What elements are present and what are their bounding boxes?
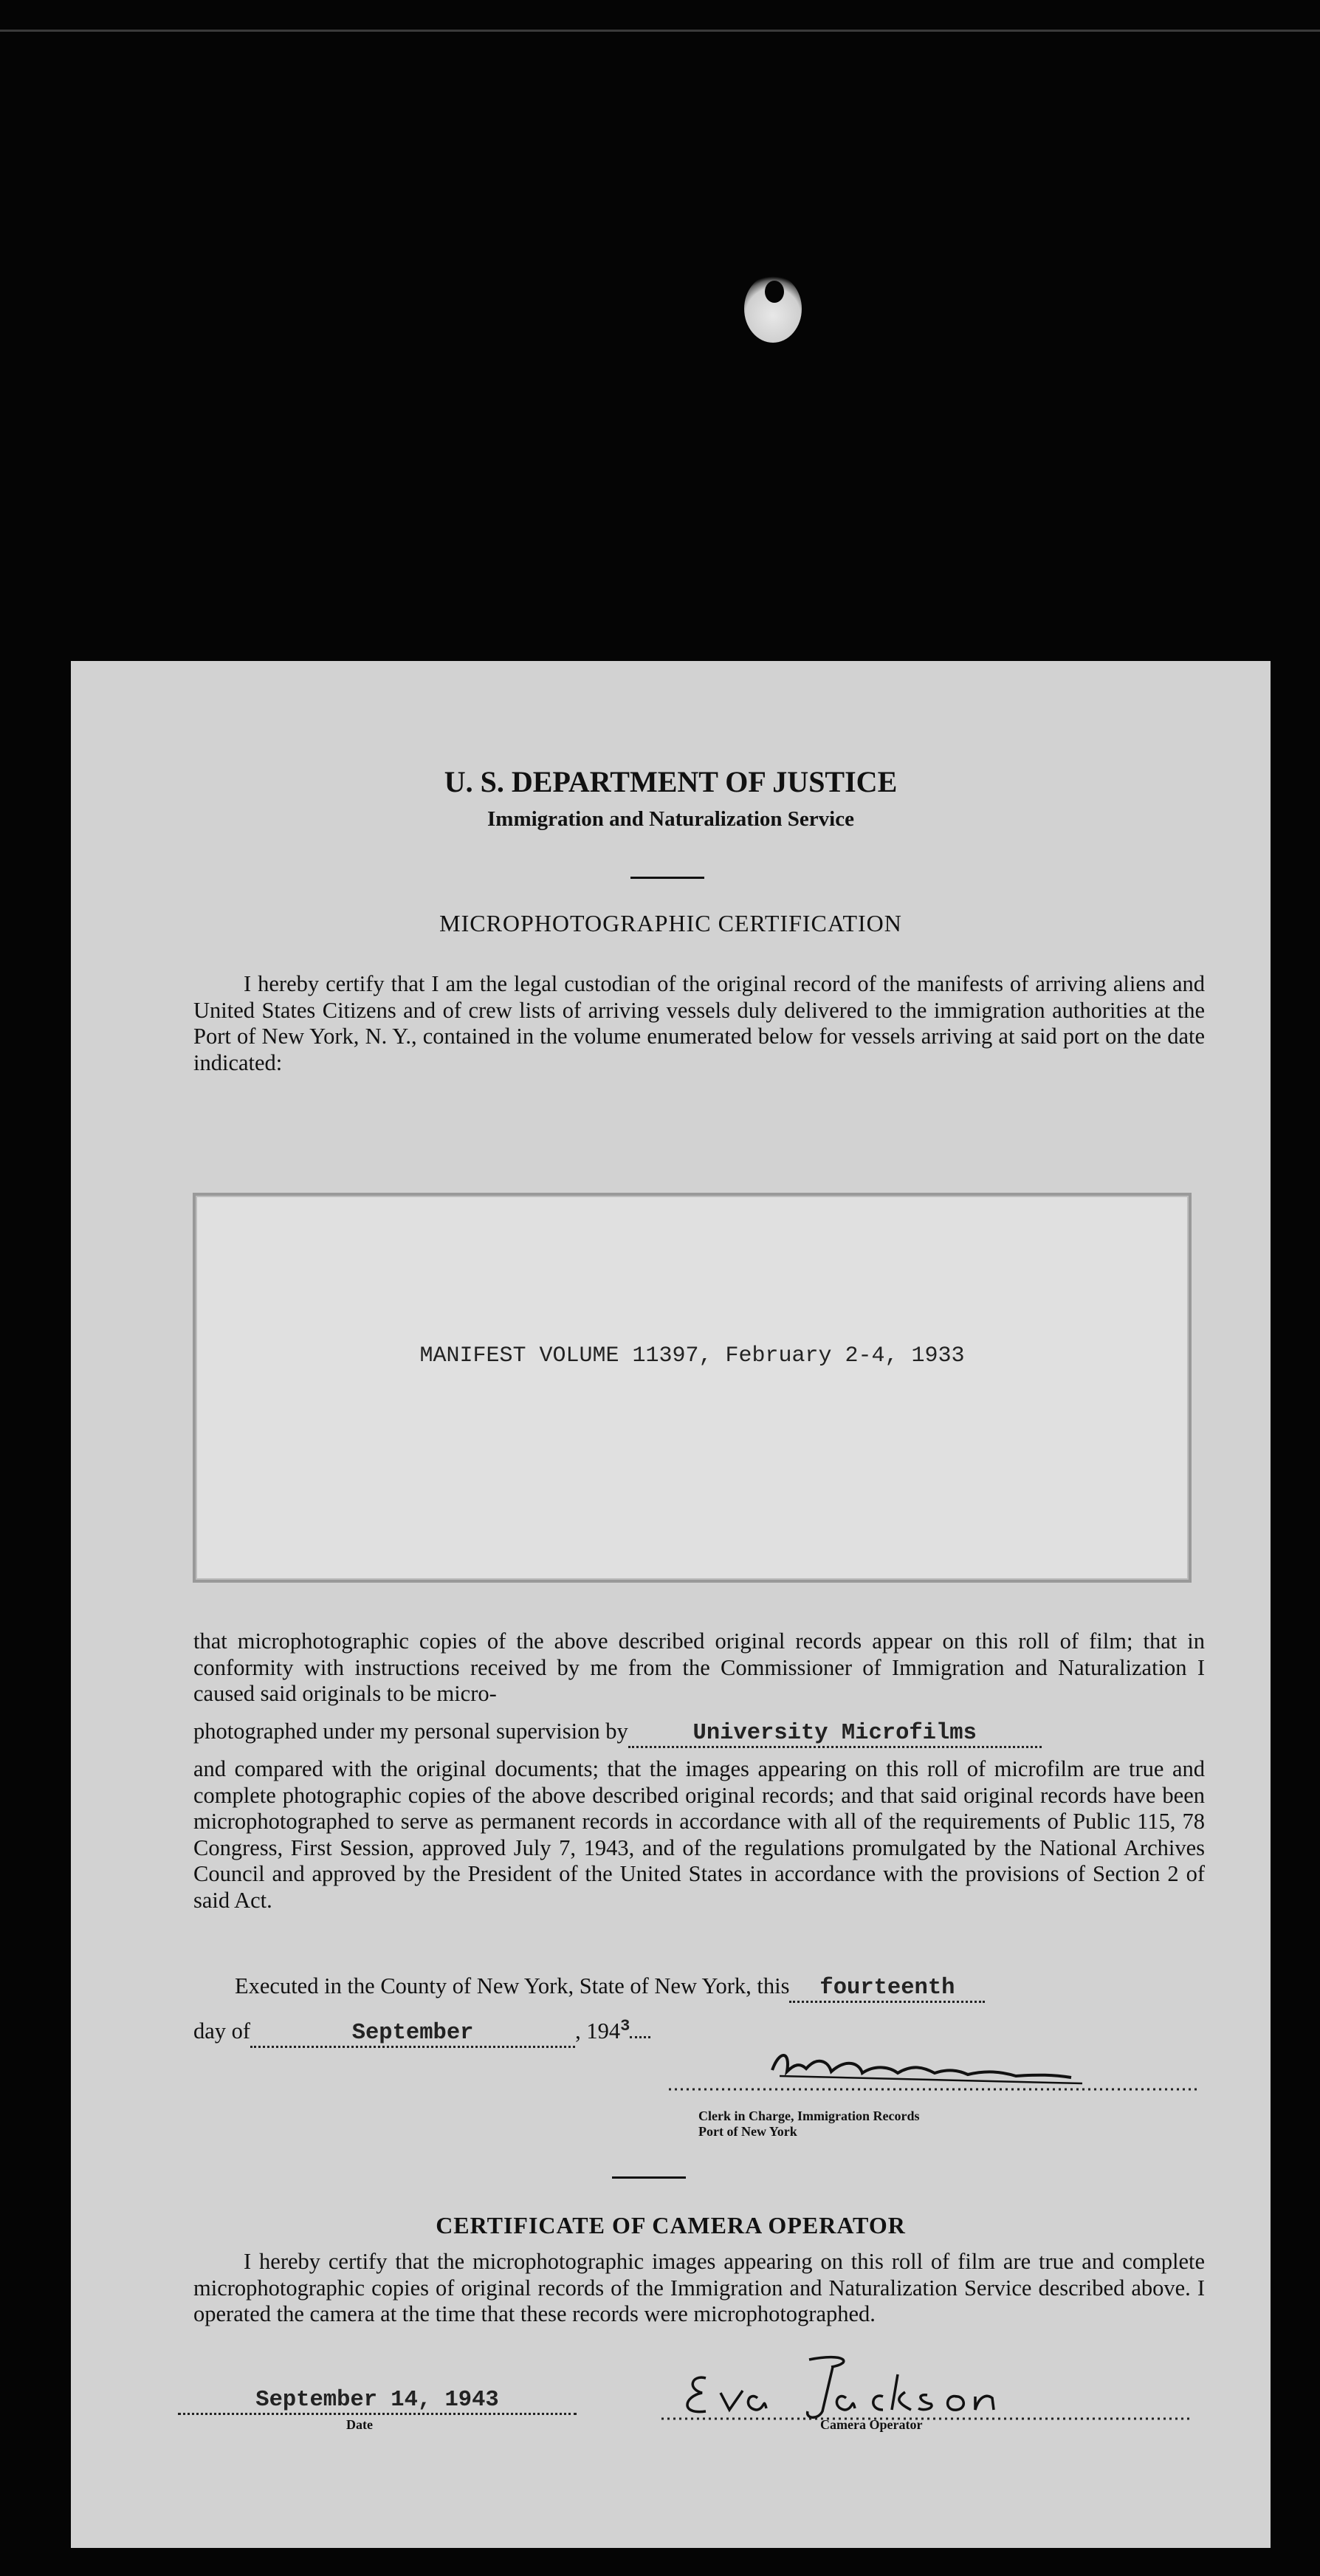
clerk-title-line2: Port of New York	[698, 2124, 797, 2139]
year-prefix: , 194	[575, 2018, 621, 2044]
camera-operator-signature	[661, 2345, 1193, 2426]
divider-rule-2	[612, 2176, 686, 2179]
camera-date-label: Date	[346, 2417, 373, 2432]
execution-day: fourteenth	[819, 1976, 955, 2001]
volume-box	[193, 1193, 1192, 1583]
supervision-prefix: photographed under my personal supervision by	[193, 1719, 628, 1744]
execution-line	[235, 1973, 985, 2003]
clerk-title	[698, 2109, 919, 2140]
manifest-volume-label: MANIFEST VOLUME 11397, February 2-4, 1933	[419, 1343, 965, 1368]
form-title: MICROPHOTOGRAPHIC CERTIFICATION	[439, 910, 902, 936]
body-paragraph-part1: that microphotographic copies of the above described original records appear on this roll of film; that in conformity with instructions received by me from the Commissioner of Immigration and Naturalization I caused said originals to be micro-	[193, 1628, 1205, 1706]
service-subheading: Immigration and Naturalization Service	[487, 807, 854, 831]
execution-prefix: Executed in the County of New York, State of New York, this	[235, 1973, 790, 1998]
operator-company: University Microfilms	[692, 1721, 977, 1746]
date-line	[193, 2017, 650, 2048]
camera-date-value: September 14, 1943	[255, 2388, 499, 2413]
clerk-title-line1: Clerk in Charge, Immigration Records	[698, 2109, 920, 2123]
supervision-line	[193, 1719, 1042, 1748]
execution-month: September	[351, 2021, 474, 2046]
film-punch-hole	[744, 275, 802, 343]
year-digit: 3	[620, 2017, 630, 2035]
divider-rule	[630, 877, 704, 879]
camera-certificate-title: CERTIFICATE OF CAMERA OPERATOR	[436, 2212, 906, 2238]
certificate-sheet	[71, 661, 1271, 2548]
camera-operator-label: Camera Operator	[820, 2417, 923, 2432]
film-edge-line	[0, 30, 1320, 32]
day-of-label: day of	[193, 2018, 251, 2044]
camera-date-field	[178, 2385, 577, 2415]
camera-certificate-text: I hereby certify that the microphotographic images appearing on this roll of film are true and complete microphotographic copies of original records of the Immigration and Naturalization Service described above. I operated the camera at the time that these records were microphotographed.	[193, 2249, 1205, 2326]
clerk-signature	[669, 2042, 1200, 2101]
body-paragraph-part2: and compared with the original documents; that the images appearing on this roll of microfilm are true and complete photographic copies of the above described original records; and that said original records have been microphotographed to serve as permanent records in accordance with all of the requirements of Public 115, 78 Congress, First Session, approved July 7, 1943, and of the regulations promulgated by the National Archives Council and approved by the President of the United States in accordance with the provisions of Section 2 of said Act.	[193, 1756, 1205, 1913]
department-heading: U. S. DEPARTMENT OF JUSTICE	[444, 765, 898, 798]
intro-paragraph: I hereby certify that I am the legal custodian of the original record of the manifests of arriving aliens and United States Citizens and of crew lists of arriving vessels duly delivered to the immigration authorities at the Port of New York, N. Y., contained in the volume enumerated below for vessels arriving at said port on the date indicated:	[193, 971, 1205, 1075]
